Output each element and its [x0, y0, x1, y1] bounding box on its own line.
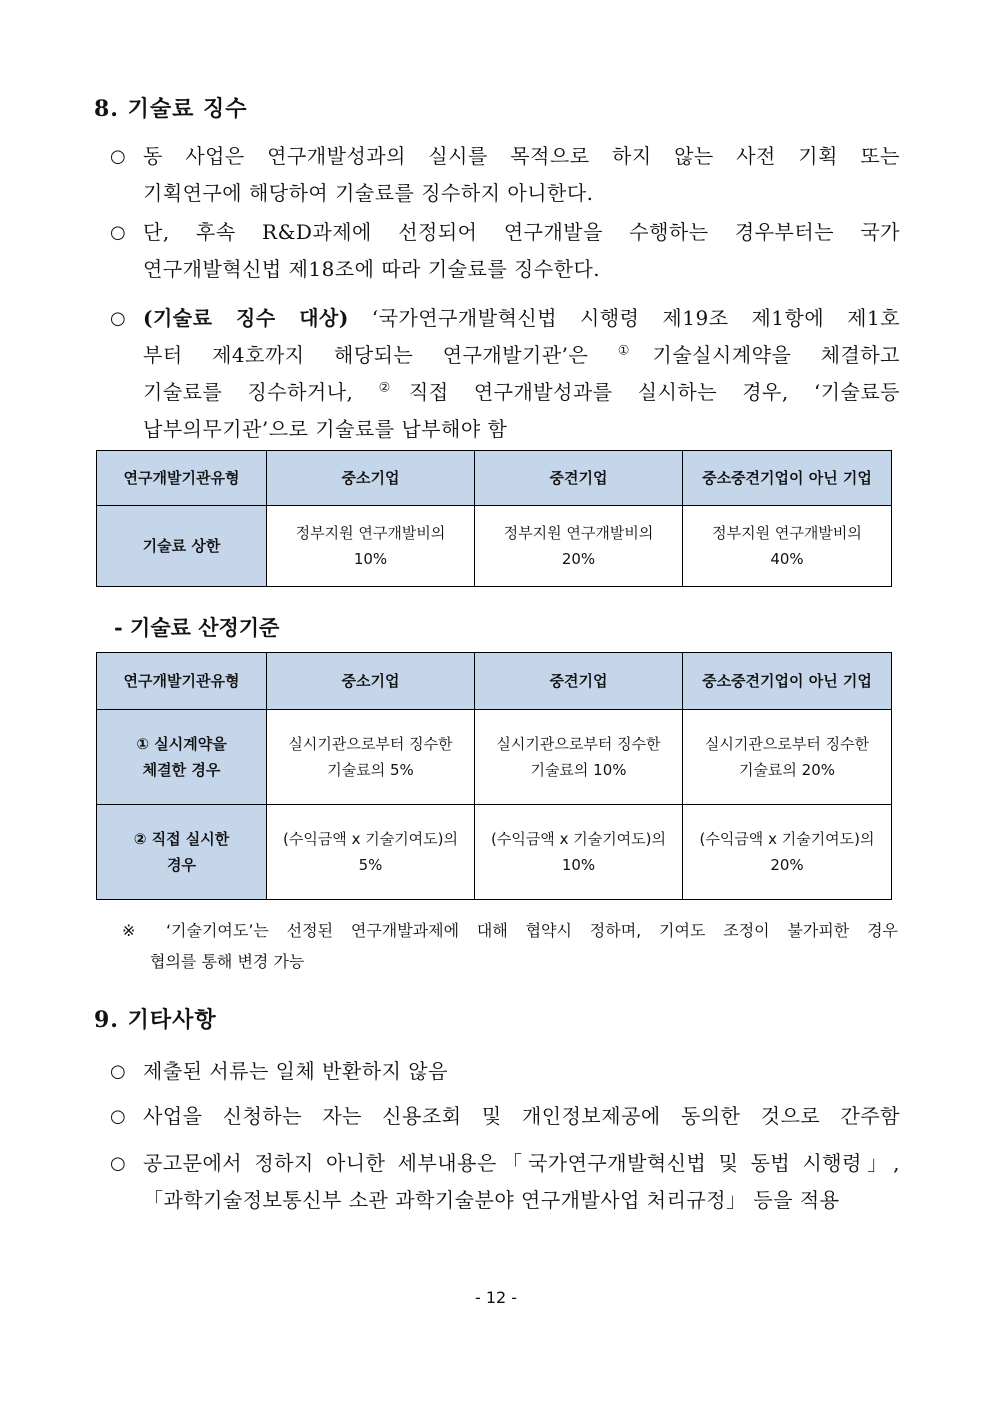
bullet-line	[143, 374, 900, 411]
table-cell	[267, 805, 475, 900]
cell-line: 10%	[561, 856, 596, 874]
bold-lead: (기술료 징수 대상)	[143, 306, 349, 330]
section-8-bullet-1	[110, 138, 900, 212]
table-cell	[475, 805, 683, 900]
bullet-line: 제출된 서류는 일체 반환하지 않음	[143, 1059, 448, 1083]
bullet-mark: ○	[110, 1153, 127, 1174]
note-line: 협의를 통해 변경 가능	[150, 952, 305, 971]
cell-line: 20%	[561, 550, 596, 568]
table-header-cell: 중견기업	[475, 653, 683, 710]
circled-number: ②	[378, 380, 410, 396]
table-row	[97, 506, 892, 587]
bullet-line	[143, 300, 900, 337]
cell-line: 실시기관으로부터 징수한	[496, 735, 661, 753]
section-9-title: 9. 기타사항	[94, 1007, 217, 1033]
royalty-criteria-table	[96, 652, 892, 900]
bullet-line: 동 사업은 연구개발성과의 실시를 목적으로 하지 않는 사전 기획 또는	[143, 144, 900, 168]
cell-line: 경우	[167, 856, 196, 874]
table-header-cell: 중소중견기업이 아닌 기업	[683, 653, 892, 710]
cell-line: 10%	[353, 550, 388, 568]
table-cell	[683, 710, 892, 805]
bullet-line: 기획연구에 해당하여 기술료를 징수하지 아니한다.	[143, 181, 594, 205]
cell-line: ① 실시계약을	[136, 735, 227, 753]
table-header-cell: 연구개발기관유형	[97, 451, 267, 506]
note-line: ※ ‘기술기여도’는 선정된 연구개발과제에 대해 협약시 정하며, 기여도 조정이 불가피한 경우	[122, 921, 898, 940]
section-9-bullet-3	[110, 1145, 900, 1219]
royalty-criteria-subheading: - 기술료 산정기준	[114, 615, 280, 640]
bullet-text: 부터 제4호까지 해당되는 연구개발기관’은	[143, 343, 618, 367]
bullet-line: 단, 후속 R&D과제에 선정되어 연구개발을 수행하는 경우부터는 국가	[143, 220, 900, 244]
table-header-cell: 연구개발기관유형	[97, 653, 267, 710]
cell-line: 5%	[358, 856, 383, 874]
table-header-cell: 중소중견기업이 아닌 기업	[683, 451, 892, 506]
table-row-label	[97, 805, 267, 900]
table-cell	[683, 506, 892, 587]
bullet-text: 기술료를 징수하거나,	[143, 380, 379, 404]
table-row-label: 기술료 상한	[97, 506, 267, 587]
table-header-cell: 중견기업	[475, 451, 683, 506]
bullet-text: 직접 연구개발성과를 실시하는 경우, ‘기술료등	[409, 380, 901, 404]
tech-contribution-note	[122, 915, 898, 977]
bullet-mark: ○	[110, 146, 127, 167]
bullet-line: 사업을 신청하는 자는 신용조회 및 개인정보제공에 동의한 것으로 간주함	[143, 1104, 900, 1128]
bullet-text: ‘국가연구개발혁신법 시행령 제19조 제1항에 제1호	[348, 306, 901, 330]
table-header-row	[97, 653, 892, 710]
cell-line: (수익금액 x 기술기여도)의	[699, 830, 875, 848]
table-cell	[475, 710, 683, 805]
table-row-label	[97, 710, 267, 805]
cell-line: (수익금액 x 기술기여도)의	[282, 830, 459, 848]
table-header-cell: 중소기업	[267, 653, 475, 710]
section-8-bullet-2	[110, 214, 900, 288]
cell-line: 정부지원 연구개발비의	[295, 524, 446, 542]
cell-line: (수익금액 x 기술기여도)의	[490, 830, 667, 848]
table-header-cell: 중소기업	[267, 451, 475, 506]
bullet-line: 납부의무기관’으로 기술료를 납부해야 함	[143, 417, 508, 441]
bullet-line: 「과학기술정보통신부 소관 과학기술분야 연구개발사업 처리규정」 등을 적용	[143, 1188, 840, 1212]
cell-line: 40%	[770, 550, 804, 568]
cell-line: 기술료의 10%	[530, 761, 627, 779]
bullet-line	[143, 337, 900, 374]
section-8-title: 8. 기술료 징수	[94, 96, 248, 122]
cell-line: 정부지원 연구개발비의	[712, 524, 862, 542]
table-header-row	[97, 451, 892, 506]
section-9-bullet-2	[110, 1098, 900, 1135]
bullet-text: 기술실시계약을 체결하고	[652, 343, 901, 367]
royalty-cap-table	[96, 450, 892, 587]
cell-line: 실시기관으로부터 징수한	[288, 735, 453, 753]
bullet-mark: ○	[110, 1106, 127, 1127]
cell-line: 체결한 경우	[142, 761, 221, 779]
cell-line: ② 직접 실시한	[133, 830, 230, 848]
table-cell	[267, 710, 475, 805]
cell-line: 기술료의 5%	[327, 761, 414, 779]
cell-line: 실시기관으로부터 징수한	[704, 735, 870, 753]
bullet-mark: ○	[110, 1061, 127, 1082]
page-number: - 12 -	[474, 1288, 518, 1307]
bullet-mark: ○	[110, 308, 127, 329]
table-cell	[683, 805, 892, 900]
cell-line: 기술료의 20%	[738, 761, 836, 779]
section-8-bullet-3	[110, 300, 900, 448]
table-row	[97, 710, 892, 805]
table-cell	[267, 506, 475, 587]
circled-number: ①	[617, 343, 653, 359]
table-row	[97, 805, 892, 900]
section-9-bullet-1	[110, 1053, 900, 1090]
cell-line: 정부지원 연구개발비의	[503, 524, 654, 542]
bullet-line: 연구개발혁신법 제18조에 따라 기술료를 징수한다.	[143, 257, 601, 281]
bullet-line: 공고문에서 정하지 아니한 세부내용은「국가연구개발혁신법 및 동법 시행령」,	[143, 1151, 900, 1175]
table-cell	[475, 506, 683, 587]
cell-line: 20%	[770, 856, 804, 874]
bullet-mark: ○	[110, 222, 127, 243]
